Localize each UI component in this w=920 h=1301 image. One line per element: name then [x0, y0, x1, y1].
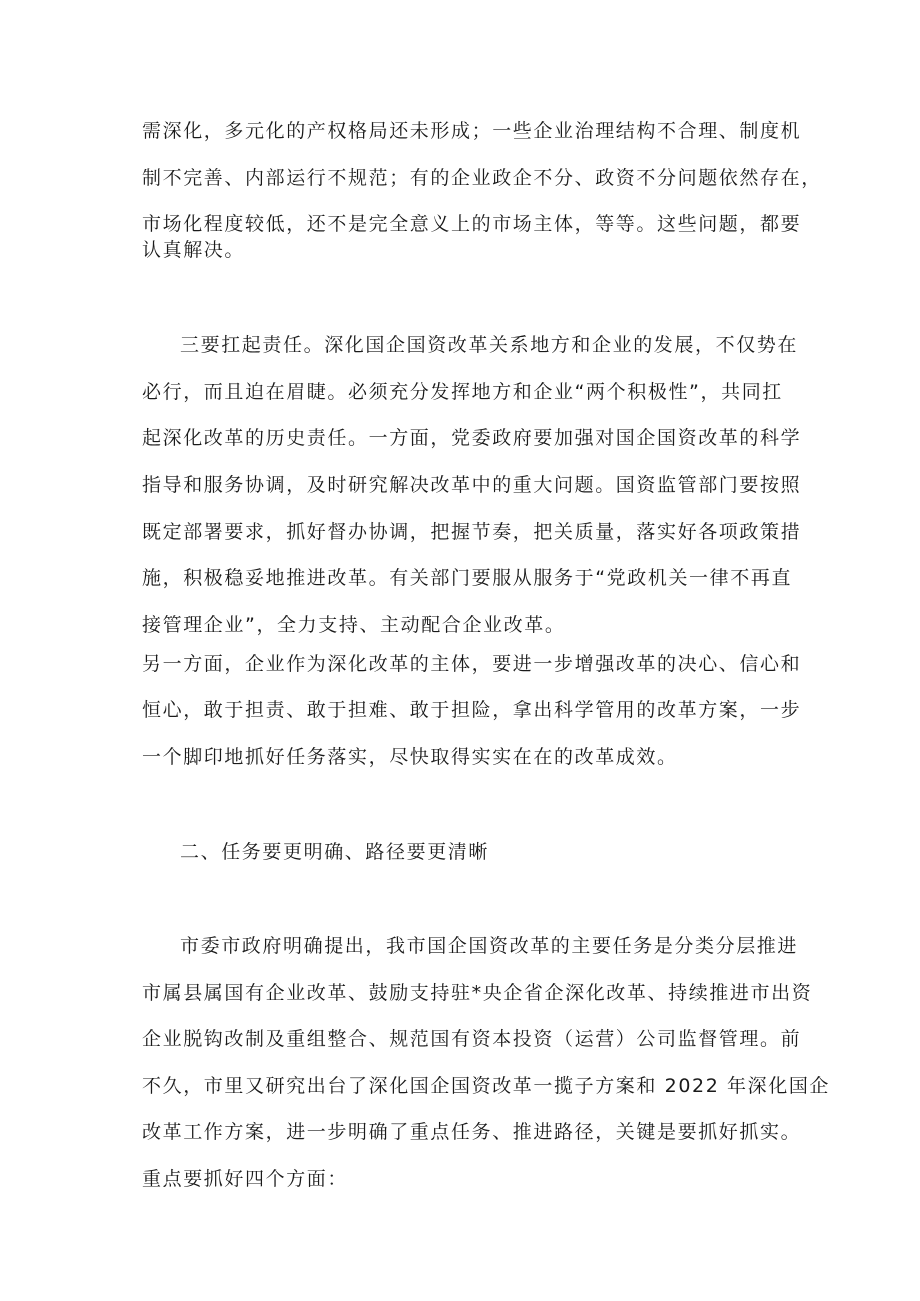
text-line: 接管理企业”，全力支持、主动配合企业改革。 — [142, 614, 566, 636]
text-line: 市属县属国有企业改革、鼓励支持驻*央企省企深化改革、持续推进市出资 — [142, 982, 813, 1004]
text-line: 三要扛起责任。深化国企国资改革关系地方和企业的发展，不仅势在 — [180, 334, 799, 356]
text-line: 指导和服务协调，及时研究解决改革中的重大问题。国资监管部门要按照 — [142, 474, 802, 496]
text-line: 起深化改革的历史责任。一方面，党委政府要加强对国企国资改革的科学 — [142, 427, 802, 449]
text-line: 企业脱钩改制及重组整合、规范国有资本投资（运营）公司监督管理。前 — [142, 1028, 802, 1050]
section-heading: 二、任务要更明确、路径要更清晰 — [180, 841, 490, 863]
text-line: 另一方面，企业作为深化改革的主体，要进一步增强改革的决心、信心和 — [142, 653, 802, 675]
text-line: 不久，市里又研究出台了深化国企国资改革一揽子方案和 2022 年深化国企 — [142, 1075, 831, 1097]
text-line: 必行，而且迫在眉睫。必须充分发挥地方和企业“两个积极性”，共同扛 — [142, 381, 783, 403]
text-line: 市委市政府明确提出，我市国企国资改革的主要任务是分类分层推进 — [180, 935, 799, 957]
text-line: 一个脚印地抓好任务落实，尽快取得实实在在的改革成效。 — [142, 746, 678, 768]
text-line: 重点要抓好四个方面： — [142, 1168, 349, 1190]
text-line: 市场化程度较低，还不是完全意义上的市场主体，等等。这些问题，都要 — [142, 213, 802, 235]
text-line: 需深化，多元化的产权格局还未形成；一些企业治理结构不合理、制度机 — [142, 120, 802, 142]
text-line: 改革工作方案，进一步明确了重点任务、推进路径，关键是要抓好抓实。 — [142, 1121, 802, 1143]
text-line: 既定部署要求，抓好督办协调，把握节奏，把关质量，落实好各项政策措 — [142, 521, 802, 543]
text-line: 制不完善、内部运行不规范；有的企业政企不分、政资不分问题依然存在， — [142, 167, 822, 189]
text-line: 恒心，敢于担责、敢于担难、敢于担险，拿出科学管用的改革方案，一步 — [142, 699, 802, 721]
text-line: 施，积极稳妥地推进改革。有关部门要服从服务于“党政机关一律不再直 — [142, 567, 793, 589]
text-line: 认真解决。 — [142, 239, 246, 261]
